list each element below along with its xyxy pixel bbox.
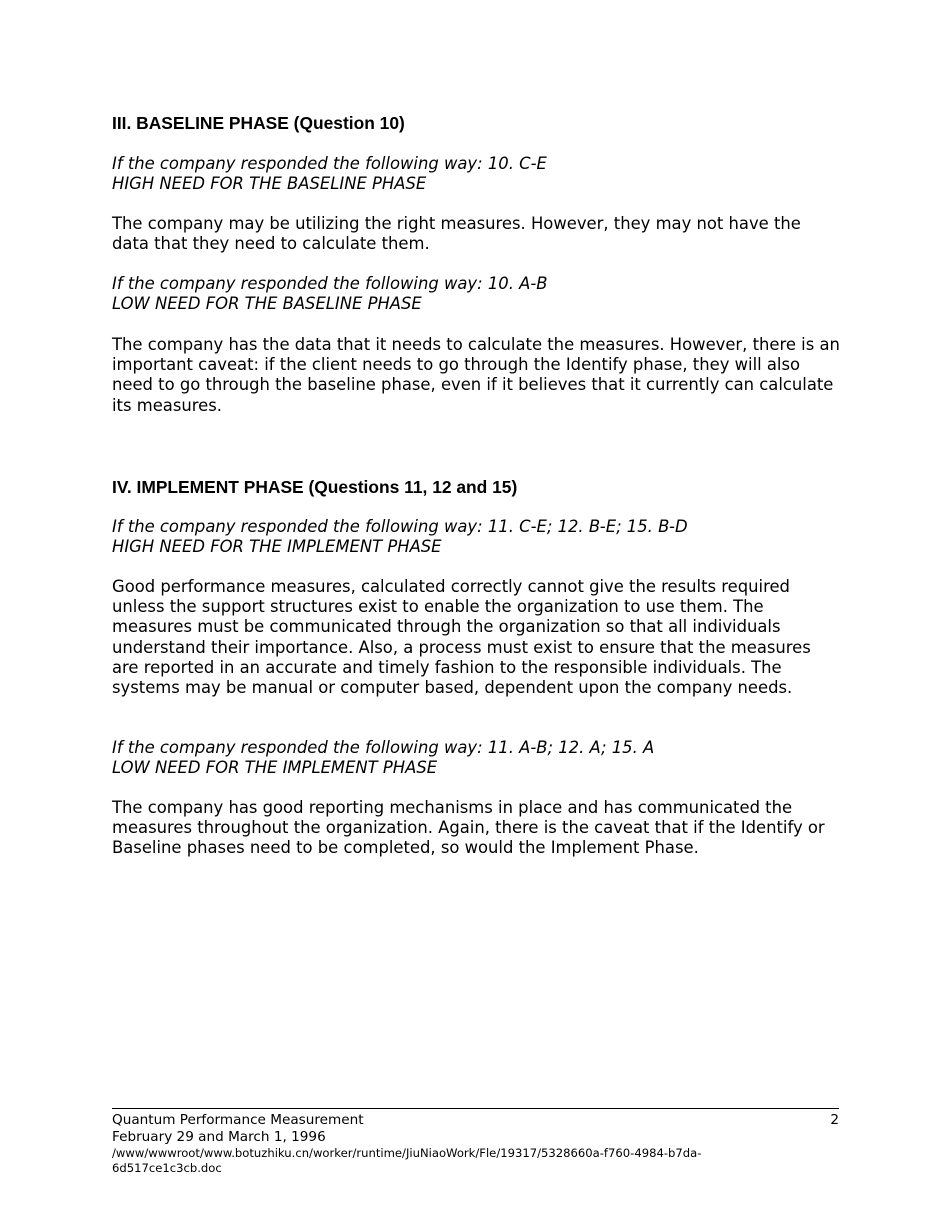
baseline-high-condition-block: [112, 154, 840, 194]
page-number: 2: [830, 1112, 839, 1128]
baseline-low-condition-block: [112, 274, 840, 314]
baseline-low-label: LOW NEED FOR THE BASELINE PHASE: [112, 294, 422, 314]
implement-heading: IV. IMPLEMENT PHASE (Questions 11, 12 and 15): [112, 477, 518, 497]
footer-text: [112, 1109, 839, 1176]
baseline-high-body: The company may be utilizing the right measures. However, they may not have the data that they need to calculate them.: [112, 214, 801, 254]
implement-high-label: HIGH NEED FOR THE IMPLEMENT PHASE: [112, 537, 442, 557]
footer-title: Quantum Performance Measurement: [112, 1112, 364, 1128]
baseline-low-condition: If the company responded the following way: 10. A-B: [112, 274, 548, 293]
footer-date: February 29 and March 1, 1996: [112, 1129, 326, 1145]
baseline-high-label: HIGH NEED FOR THE BASELINE PHASE: [112, 174, 427, 194]
baseline-high-condition: If the company responded the following way: 10. C-E: [112, 154, 547, 173]
implement-high-body: Good performance measures, calculated correctly cannot give the results required unless the support structures exist to enable the organization to use them. The measures must be communicated through the organization so that all individuals understand their importance. Also, a process must exist to ensure that the measures are reported in an accurate and timely fashion to the responsible individuals. The systems may be manual or computer based, dependent upon the company needs.: [112, 577, 811, 698]
implement-high-condition-block: [112, 517, 840, 557]
baseline-low-body: The company has the data that it needs to calculate the measures. However, there is an important caveat: if the client needs to go through the Identify phase, they will also need to go through the baseline phase, even if it believes that it currently can calculate its measures.: [112, 335, 840, 415]
implement-low-body: The company has good reporting mechanisms in place and has communicated the measures throughout the organization. Again, there is the caveat that if the Identify or Baseline phases need to be completed, so would the Implement Phase.: [112, 798, 825, 858]
implement-high-condition: If the company responded the following way: 11. C-E; 12. B-E; 15. B-D: [112, 517, 688, 536]
page-footer: [112, 1108, 839, 1176]
baseline-heading: III. BASELINE PHASE (Question 10): [112, 113, 405, 133]
implement-low-condition-block: [112, 738, 840, 778]
footer-path-line2: 6d517ce1c3cb.doc: [112, 1161, 222, 1175]
document-page: [112, 0, 840, 1230]
implement-low-condition: If the company responded the following way: 11. A-B; 12. A; 15. A: [112, 738, 655, 757]
footer-path-line1: /www/wwwroot/www.botuzhiku.cn/worker/runtime/JiuNiaoWork/Fle/19317/5328660a-f760-4984-b7da-: [112, 1146, 702, 1160]
implement-low-label: LOW NEED FOR THE IMPLEMENT PHASE: [112, 758, 438, 778]
